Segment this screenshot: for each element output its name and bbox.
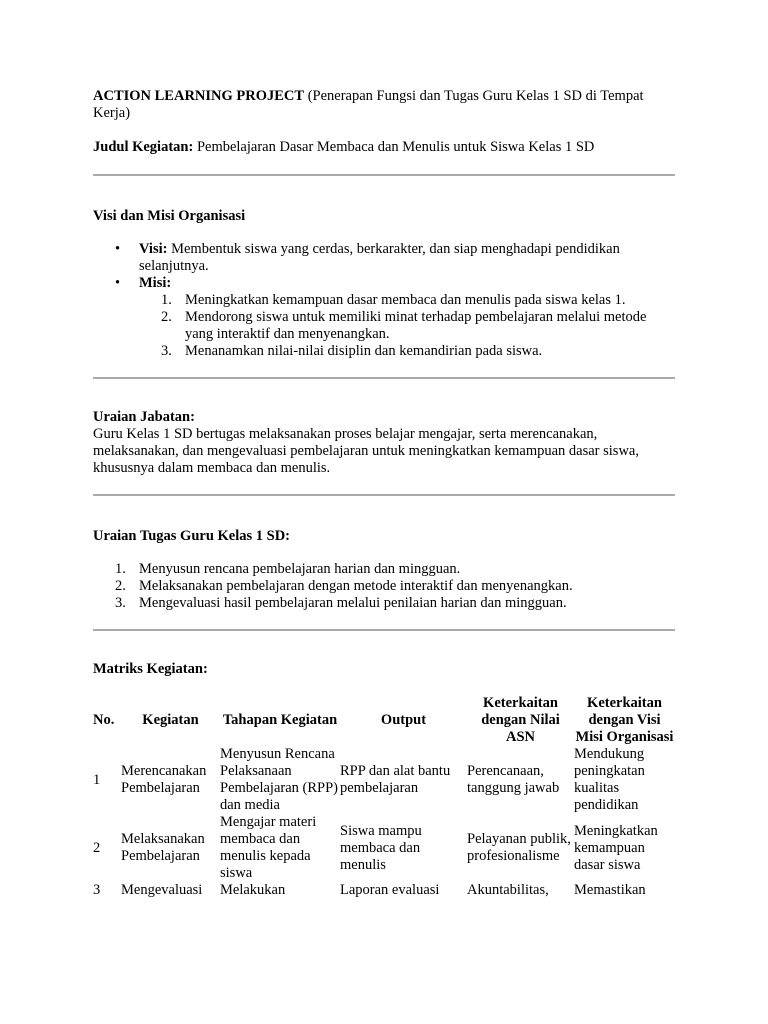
uraian-jabatan-text: Guru Kelas 1 SD bertugas melaksanakan proses belajar mengajar, serta merencanakan, melaksanakan, dan mengevaluasi pembelajaran untuk meningkatkan kemampuan dasar siswa, khususnya dalam membaca dan menulis. [93, 426, 639, 476]
visi-misi-heading: Visi dan Misi Organisasi [93, 208, 246, 224]
col-header: No. [93, 712, 115, 728]
uraian-jabatan-heading: Uraian Jabatan: [93, 409, 195, 425]
misi-list-item: 3. Menanamkan nilai-nilai disiplin dan kemandirian pada siswa. [161, 343, 543, 359]
table-cell: Merencanakan Pembelajaran [121, 763, 207, 796]
table-cell: Memastikan [574, 882, 646, 898]
table-cell: RPP dan alat bantu pembelajaran [340, 763, 451, 796]
table-cell: 3 [93, 882, 101, 898]
tugas-item: 2. Melaksanakan pembelajaran dengan metode interaktif dan menyenangkan. [115, 578, 573, 594]
table-header-row [93, 695, 675, 746]
table-row [93, 814, 675, 882]
table-cell: Pelayanan publik, profesionalisme [467, 831, 571, 864]
misi-list [139, 292, 675, 360]
project-title [93, 88, 675, 122]
table-cell: Mendukung peningkatan kualitas pendidikan [574, 746, 645, 813]
table-cell: Melakukan [220, 882, 286, 898]
misi-list-item: 2. Mendorong siswa untuk memiliki minat terhadap pembelajaran melalui metode yang interaktif dan menyenangkan. [161, 309, 647, 342]
table-cell: 2 [93, 839, 101, 856]
visi-label: Visi: [139, 241, 168, 257]
table-cell: Akuntabilitas, [467, 882, 549, 898]
table-cell: 1 [93, 771, 101, 788]
col-header: Keterkaitan dengan Nilai ASN [481, 695, 560, 745]
table-row [93, 746, 675, 814]
matriks-heading: Matriks Kegiatan: [93, 661, 208, 677]
misi-label: Misi: [139, 275, 172, 291]
col-header: Tahapan Kegiatan [222, 712, 338, 728]
uraian-tugas-list [93, 561, 675, 612]
visi-text: Membentuk siswa yang cerdas, berkarakter, dan siap menghadapi pendidikan selanjutnya. [139, 241, 620, 274]
judul-label: Judul Kegiatan: [93, 139, 194, 155]
visi-item [139, 241, 675, 275]
judul-value: Pembelajaran Dasar Membaca dan Menulis untuk Siswa Kelas 1 SD [193, 139, 595, 155]
table-cell: Meningkatkan kemampuan dasar siswa [574, 822, 658, 873]
table-cell: Perencanaan, tanggung jawab [467, 763, 560, 796]
document-content [93, 88, 675, 899]
visi-misi-list [93, 241, 675, 360]
project-title-bold: ACTION LEARNING PROJECT [93, 88, 305, 104]
col-header: Output [380, 712, 427, 728]
table-row [93, 882, 675, 899]
matriks-table [93, 695, 675, 899]
table-cell: Siswa mampu membaca dan menulis [340, 822, 422, 873]
project-title-subtitle: (Penerapan Fungsi dan Tugas Guru Kelas 1 SD di Tempat Kerja) [93, 88, 644, 121]
table-cell: Menyusun Rencana Pelaksanaan Pembelajaran (RPP) dan media [220, 746, 338, 813]
uraian-tugas-heading: Uraian Tugas Guru Kelas 1 SD: [93, 528, 291, 544]
table-cell: Laporan evaluasi [340, 882, 440, 898]
table-cell: Mengevaluasi [121, 882, 203, 898]
table-cell: Mengajar materi membaca dan menulis kepada siswa [220, 814, 317, 881]
tugas-item: 3. Mengevaluasi hasil pembelajaran melalui penilaian harian dan mingguan. [115, 595, 567, 611]
table-cell: Melaksanakan Pembelajaran [121, 831, 205, 864]
col-header: Keterkaitan dengan Visi Misi Organisasi [575, 695, 674, 745]
col-header: Kegiatan [142, 712, 199, 728]
misi-list-item: 1. Meningkatkan kemampuan dasar membaca dan menulis pada siswa kelas 1. [161, 292, 626, 308]
misi-item [139, 275, 675, 360]
judul-kegiatan [93, 139, 675, 156]
tugas-item: 1. Menyusun rencana pembelajaran harian dan mingguan. [115, 561, 461, 577]
